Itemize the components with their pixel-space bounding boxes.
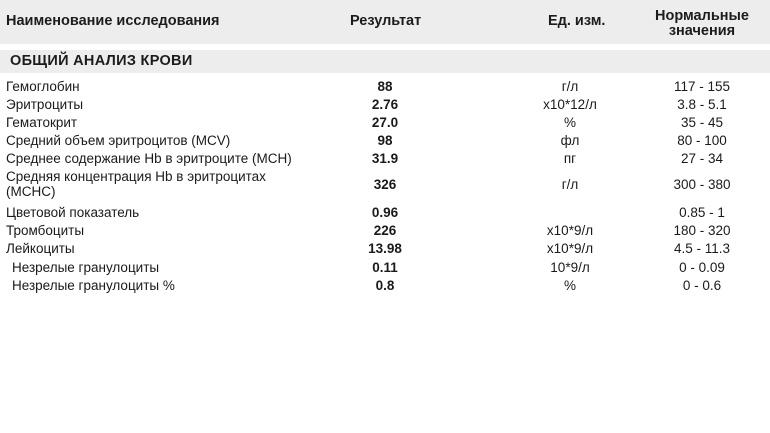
test-name: Гематокрит (6, 115, 78, 130)
test-name: Незрелые гранулоциты (12, 260, 160, 275)
test-unit: % (563, 115, 576, 130)
test-result: 226 (373, 223, 397, 238)
test-name: Незрелые гранулоциты % (12, 278, 175, 293)
test-norm: 300 - 380 (673, 177, 731, 192)
test-unit: х10*9/л (546, 241, 594, 256)
test-unit: фл (560, 133, 580, 148)
header-norm-line1: Нормальные (655, 8, 749, 24)
test-norm: 0.85 - 1 (679, 205, 725, 220)
test-norm: 80 - 100 (677, 133, 727, 148)
test-result: 13.98 (368, 241, 402, 256)
test-name: Средний объем эритроцитов (MCV) (6, 133, 231, 148)
test-norm: 0 - 0.09 (679, 260, 725, 275)
test-norm: 117 - 155 (673, 79, 731, 94)
test-result: 98 (377, 133, 393, 148)
test-result: 27.0 (371, 115, 399, 130)
test-unit: х10*12/л (543, 97, 597, 112)
test-norm: 0 - 0.6 (682, 278, 722, 293)
test-name (6, 169, 326, 199)
test-name-line1: Средняя концентрация Hb в эритроцитах (6, 169, 266, 184)
test-norm: 27 - 34 (680, 151, 724, 166)
test-name: Среднее содержание Hb в эритроците (MCH) (6, 151, 292, 166)
header-norm (640, 9, 764, 39)
header-unit: Ед. изм. (548, 13, 606, 29)
test-unit: % (563, 278, 576, 293)
test-result: 0.11 (372, 260, 398, 275)
section-header (0, 50, 770, 73)
test-unit: г/л (561, 79, 579, 94)
header-name: Наименование исследования (6, 13, 220, 29)
test-norm: 35 - 45 (680, 115, 724, 130)
test-result: 326 (373, 177, 397, 192)
header-norm-line2: значения (668, 23, 736, 39)
test-result: 0.96 (371, 205, 399, 220)
test-norm: 4.5 - 11.3 (673, 241, 731, 256)
test-unit: пг (563, 151, 577, 166)
test-unit: 10*9/л (550, 260, 590, 275)
test-name: Эритроциты (6, 97, 84, 112)
test-name: Лейкоциты (6, 241, 75, 256)
table-header (0, 0, 770, 44)
test-result: 2.76 (371, 97, 399, 112)
test-name: Цветовой показатель (6, 205, 140, 220)
test-unit: х10*9/л (546, 223, 594, 238)
test-name: Тромбоциты (6, 223, 85, 238)
test-name-line2: (MCHC) (6, 184, 56, 199)
section-title: ОБЩИЙ АНАЛИЗ КРОВИ (10, 53, 193, 69)
test-result: 88 (377, 79, 393, 94)
test-result: 0.8 (375, 278, 395, 293)
test-norm: 3.8 - 5.1 (677, 97, 727, 112)
test-name: Гемоглобин (6, 79, 80, 94)
test-unit: г/л (561, 177, 579, 192)
table-row (0, 169, 770, 203)
test-norm: 180 - 320 (673, 223, 731, 238)
test-result: 31.9 (371, 151, 399, 166)
header-result: Результат (350, 13, 422, 29)
